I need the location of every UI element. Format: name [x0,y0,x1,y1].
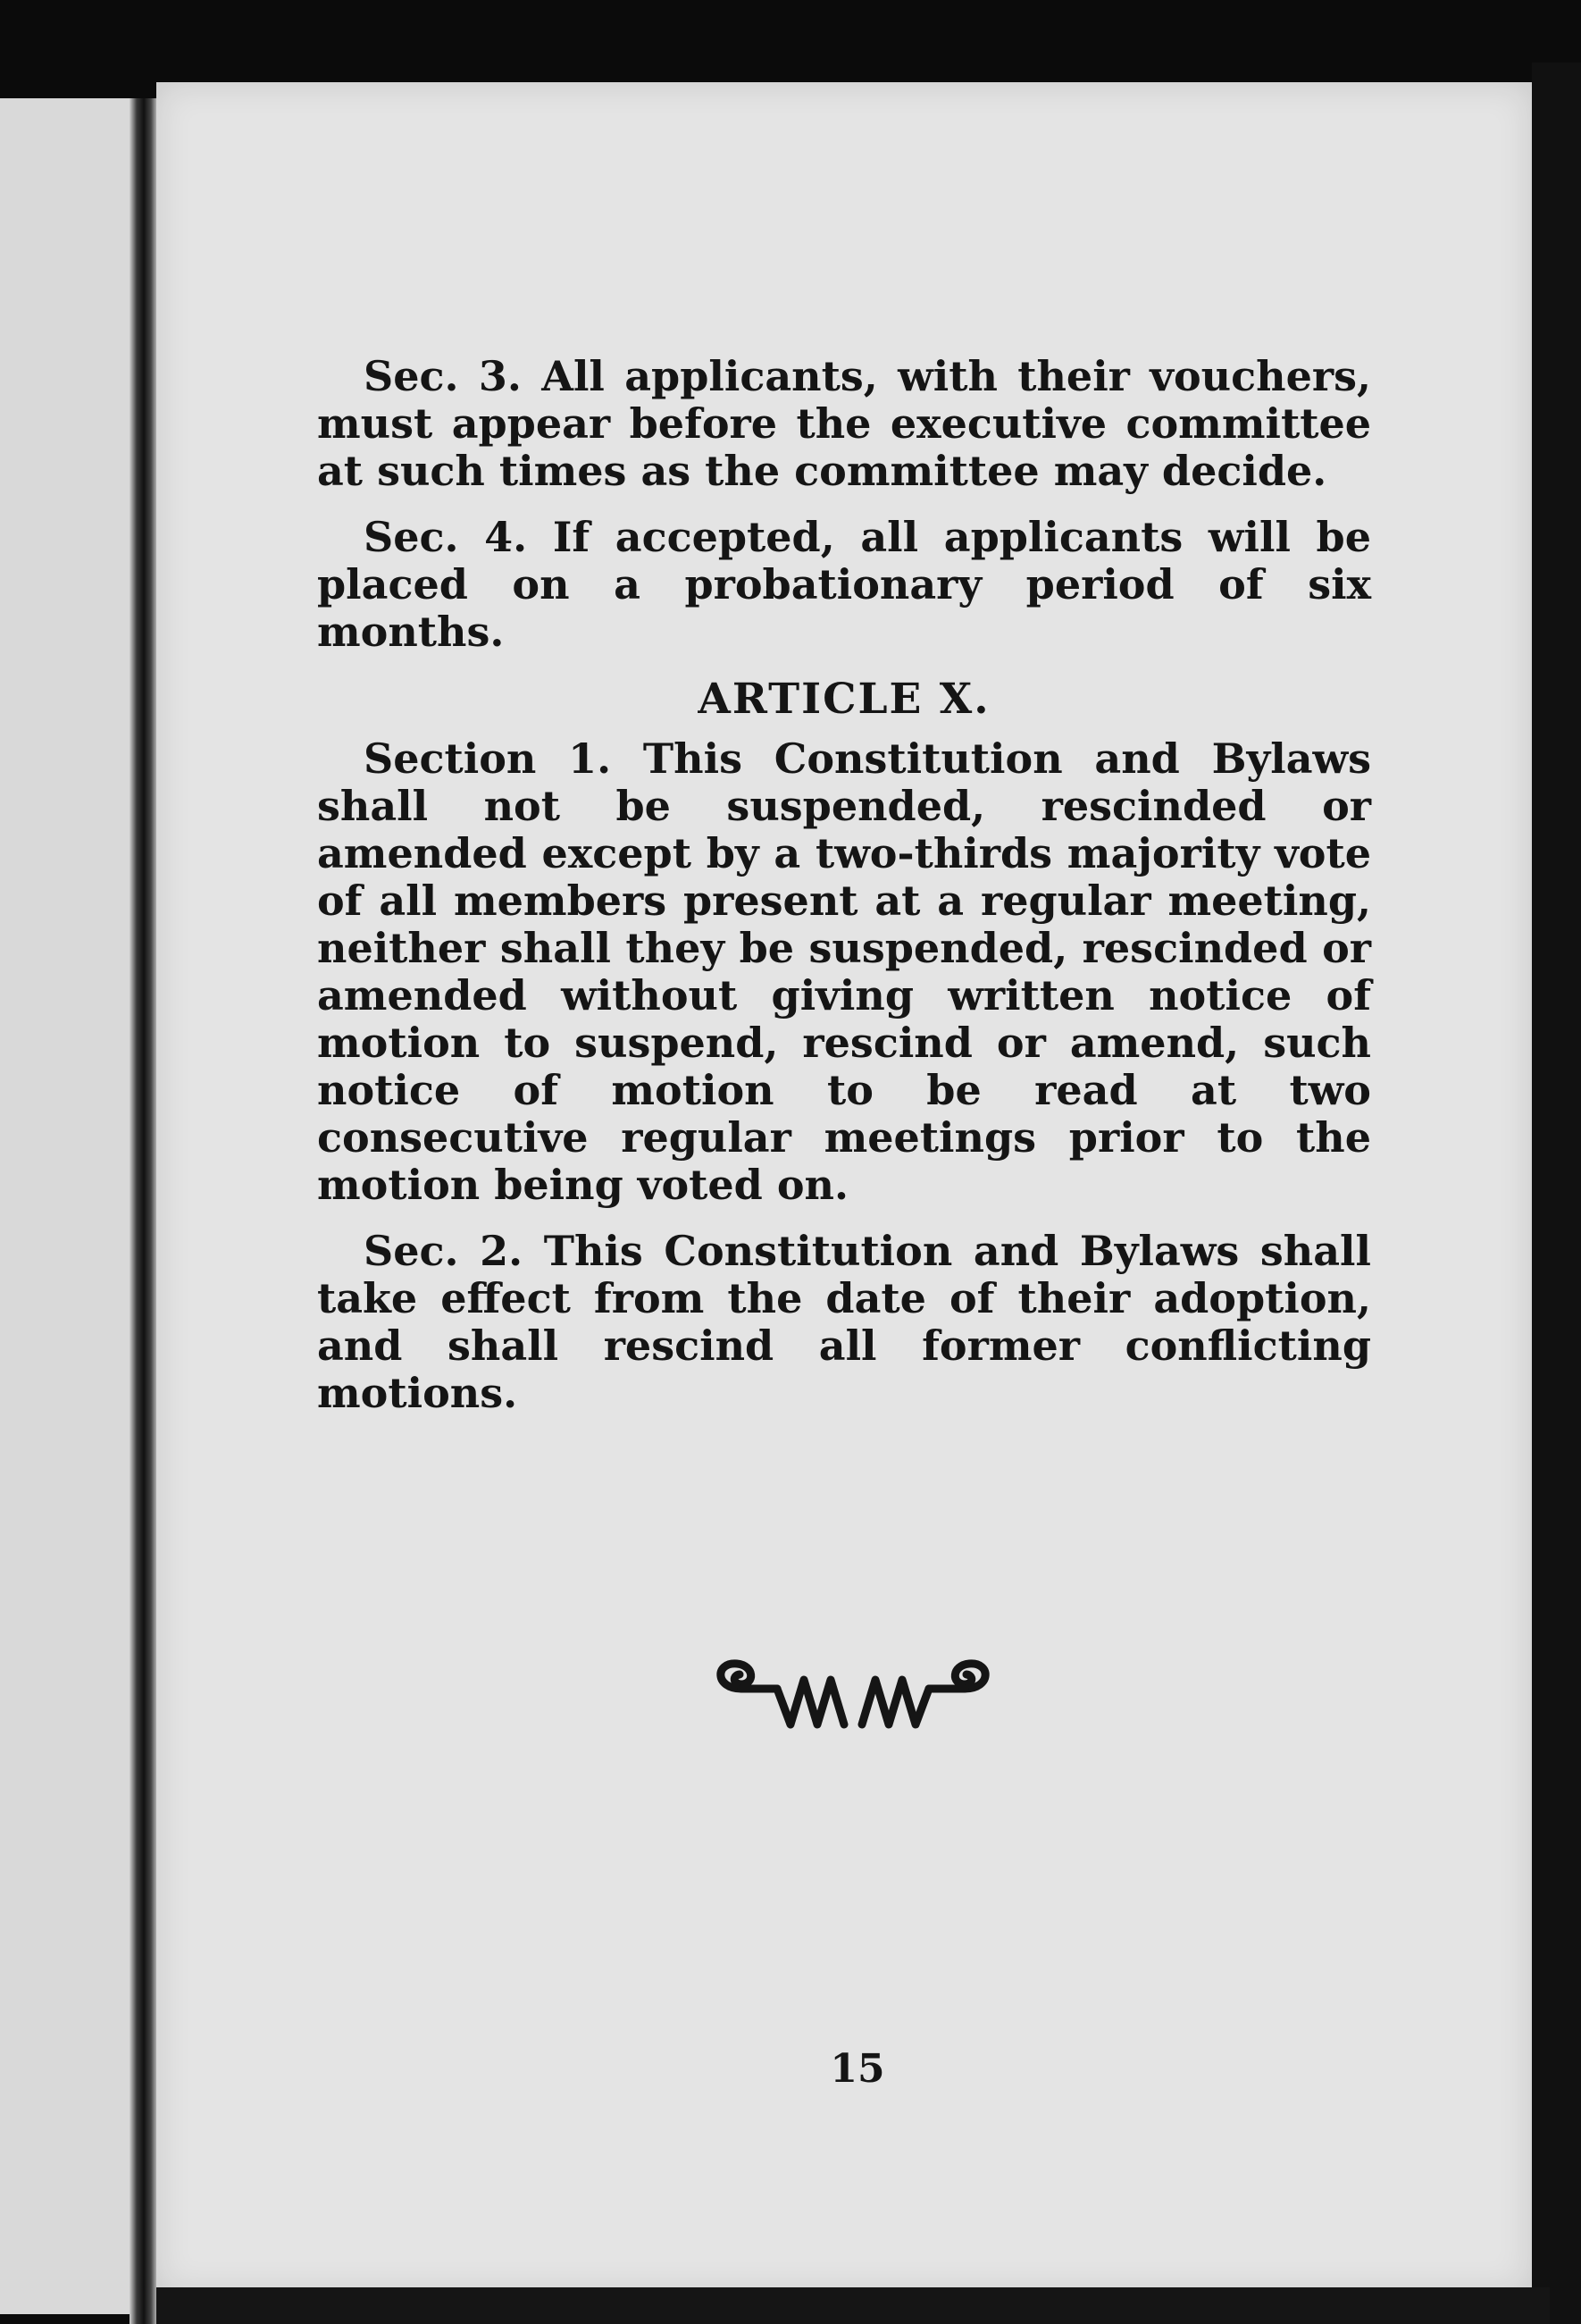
bottom-border [156,2287,1550,2324]
decorative-ornament-icon [706,1653,1000,1733]
right-border [1532,63,1581,2324]
page-number: 15 [830,2046,885,2092]
paragraph-sec-4: Sec. 4. If accepted, all applicants will be placed on a probationary period of six months. [317,513,1371,656]
paragraph-sec-2: Sec. 2. This Constitution and Bylaws shall take effect from the date of their adoption, and shall rescind all former conflicting motions. [317,1227,1371,1417]
left-facing-page [0,98,134,2314]
paragraph-section-1: Section 1. This Constitution and Bylaws shall not be suspended, rescinded or amended except by a two-thirds majority vote of all members present at a regular meeting, neither shall they be suspended, rescinded or amended without giving written notice of motion to suspend, rescind or amend, such notice of motion to be read at two consecutive regular meetings prior to the motion being voted on. [317,734,1371,1209]
article-heading: ARTICLE X. [698,675,991,724]
paragraph-sec-3: Sec. 3. All applicants, with their vouchers, must appear before the executive committee at such times as the committee may decide. [317,352,1371,495]
page-text [317,353,1371,1436]
page-spine [130,98,158,2324]
